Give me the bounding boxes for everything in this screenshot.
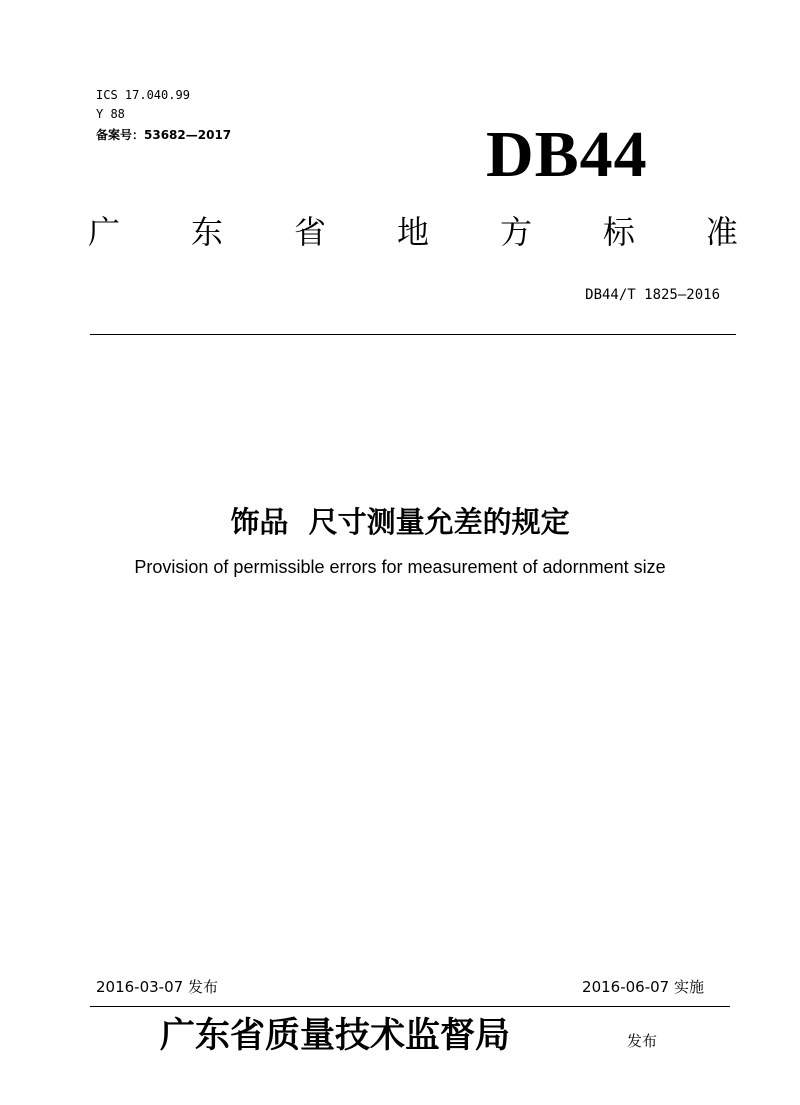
- authority-action: 发布: [627, 1032, 658, 1050]
- doc-type-char: 标: [602, 213, 635, 251]
- issuing-authority: 广东省质量技术监督局: [160, 1015, 511, 1056]
- ics-code: ICS 17.040.99: [96, 88, 190, 102]
- record-number: 备案号：53682—2017: [96, 128, 232, 142]
- document-title-english: Provision of permissible errors for measurement of adornment size: [134, 557, 666, 577]
- standard-number: DB44/T 1825—2016: [585, 287, 720, 303]
- document-title-chinese: 饰品 尺寸测量允差的规定: [230, 505, 570, 539]
- standard-logo: DB44: [486, 118, 648, 191]
- doc-type-char: 东: [190, 213, 223, 251]
- doc-type-char: 方: [499, 213, 532, 251]
- doc-type-char: 广: [88, 213, 121, 251]
- document-type: [88, 212, 738, 252]
- classification-code: Y 88: [96, 107, 125, 121]
- doc-type-char: 地: [396, 213, 429, 251]
- doc-type-char: 准: [705, 213, 738, 251]
- implementation-date: 2016-06-07 实施: [582, 978, 704, 996]
- header-divider: [90, 334, 736, 335]
- footer-divider: [90, 1006, 730, 1007]
- doc-type-char: 省: [293, 213, 326, 251]
- issue-date: 2016-03-07 发布: [96, 978, 218, 996]
